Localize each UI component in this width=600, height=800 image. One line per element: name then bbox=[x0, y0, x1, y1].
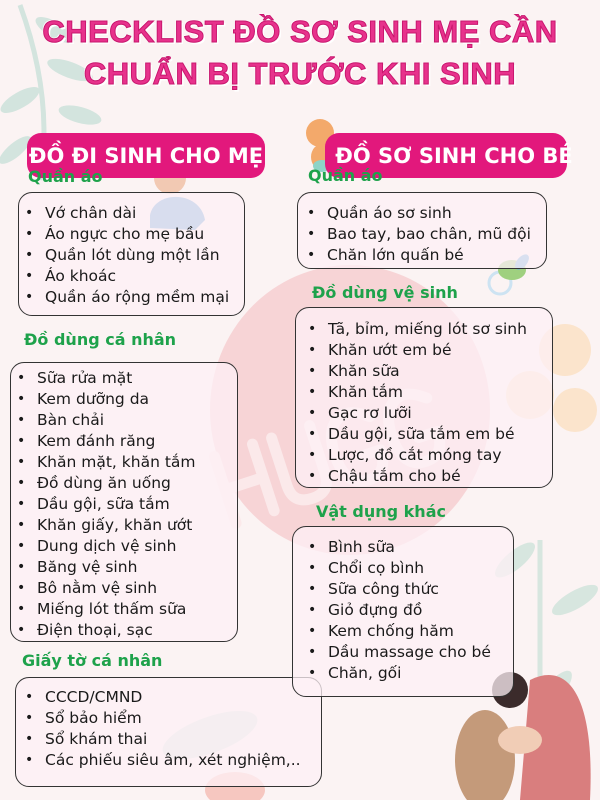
bullet-icon: • bbox=[25, 205, 34, 221]
bullet-icon: • bbox=[308, 405, 317, 421]
bullet-icon: • bbox=[25, 289, 34, 305]
list-item-text: Khăn giấy, khăn ướt bbox=[37, 516, 193, 534]
list-item-text: Tã, bỉm, miếng lót sơ sinh bbox=[328, 320, 527, 338]
bullet-icon: • bbox=[17, 370, 26, 386]
list-item bbox=[308, 579, 513, 600]
bullet-icon: • bbox=[17, 559, 26, 575]
list-item-text: Điện thoại, sạc bbox=[37, 621, 153, 639]
list-item-text: Băng vệ sinh bbox=[37, 558, 138, 576]
list-item-text: Quần áo rộng mềm mại bbox=[45, 288, 230, 306]
list-item-text: Khăn ướt em bé bbox=[328, 341, 452, 359]
list-item-text: Áo ngực cho mẹ bầu bbox=[45, 225, 205, 243]
list-item-text: Dầu gội, sữa tắm em bé bbox=[328, 425, 515, 443]
list-item-text: Khăn tắm bbox=[328, 383, 403, 401]
list-item bbox=[17, 557, 237, 578]
bullet-icon: • bbox=[17, 496, 26, 512]
list-item-text: Bình sữa bbox=[328, 538, 395, 556]
section-title-other-items: Vật dụng khác bbox=[316, 502, 446, 521]
list-item bbox=[308, 621, 513, 642]
list-item bbox=[17, 536, 237, 557]
section-title-baby-clothes: Quần áo bbox=[308, 166, 383, 185]
bullet-icon: • bbox=[308, 581, 317, 597]
list-item bbox=[25, 287, 244, 308]
bullet-icon: • bbox=[25, 689, 34, 705]
section-title-baby-hygiene: Đồ dùng vệ sinh bbox=[312, 283, 458, 302]
checklist bbox=[308, 537, 513, 684]
checklist bbox=[307, 203, 546, 266]
list-item-text: Dung dịch vệ sinh bbox=[37, 537, 177, 555]
list-item bbox=[25, 245, 244, 266]
list-item-text: Áo khoác bbox=[45, 267, 117, 285]
page-title-line-1: CHECKLIST ĐỒ SƠ SINH MẸ CẦN bbox=[42, 14, 558, 49]
bullet-icon: • bbox=[307, 247, 316, 263]
list-item-text: Vớ chân dài bbox=[45, 204, 137, 222]
list-item-text: Quần lót dùng một lần bbox=[45, 246, 220, 264]
list-item-text: Sổ khám thai bbox=[45, 730, 148, 748]
mom-header: ĐỒ ĐI SINH CHO MẸ bbox=[27, 133, 265, 178]
baby-hygiene-list bbox=[295, 307, 553, 488]
checklist bbox=[17, 368, 237, 641]
list-item bbox=[308, 600, 513, 621]
list-item-text: Bàn chải bbox=[37, 411, 105, 429]
bullet-icon: • bbox=[25, 268, 34, 284]
list-item-text: Sữa rửa mặt bbox=[37, 369, 133, 387]
page-title-line-2: CHUẨN BỊ TRƯỚC KHI SINH bbox=[83, 56, 517, 91]
checklist bbox=[25, 687, 321, 771]
list-item bbox=[17, 452, 237, 473]
bullet-icon: • bbox=[308, 539, 317, 555]
list-item-text: Khăn sữa bbox=[328, 362, 400, 380]
bullet-icon: • bbox=[308, 363, 317, 379]
list-item-text: Chăn, gối bbox=[328, 664, 402, 682]
list-item-text: Lược, đồ cắt móng tay bbox=[328, 446, 502, 464]
list-item-text: Sổ bảo hiểm bbox=[45, 709, 142, 727]
list-item bbox=[25, 266, 244, 287]
list-item-text: Khăn mặt, khăn tắm bbox=[37, 453, 196, 471]
bullet-icon: • bbox=[17, 517, 26, 533]
bullet-icon: • bbox=[308, 321, 317, 337]
list-item bbox=[308, 642, 513, 663]
list-item bbox=[17, 620, 237, 641]
bullet-icon: • bbox=[17, 475, 26, 491]
bullet-icon: • bbox=[17, 412, 26, 428]
list-item bbox=[308, 537, 513, 558]
list-item bbox=[17, 599, 237, 620]
bullet-icon: • bbox=[17, 454, 26, 470]
bullet-icon: • bbox=[308, 602, 317, 618]
list-item bbox=[308, 424, 552, 445]
bullet-icon: • bbox=[17, 538, 26, 554]
bullet-icon: • bbox=[308, 665, 317, 681]
list-item bbox=[308, 466, 552, 487]
other-items-list bbox=[292, 526, 514, 697]
list-item-text: Giỏ đựng đồ bbox=[328, 601, 423, 619]
list-item bbox=[307, 224, 546, 245]
baby-clothes-list bbox=[297, 192, 547, 269]
bullet-icon: • bbox=[308, 623, 317, 639]
list-item-text: Đồ dùng ăn uống bbox=[37, 474, 171, 492]
section-title-documents: Giấy tờ cá nhân bbox=[22, 651, 163, 670]
list-item-text: Kem chống hăm bbox=[328, 622, 454, 640]
list-item-text: Sữa công thức bbox=[328, 580, 439, 598]
list-item-text: CCCD/CMND bbox=[45, 688, 143, 706]
list-item bbox=[308, 558, 513, 579]
list-item-text: Quần áo sơ sinh bbox=[327, 204, 452, 222]
baby-header: ĐỒ SƠ SINH CHO BÉ bbox=[325, 133, 567, 178]
bullet-icon: • bbox=[17, 580, 26, 596]
list-item-text: Bô nằm vệ sinh bbox=[37, 579, 158, 597]
bullet-icon: • bbox=[307, 226, 316, 242]
bullet-icon: • bbox=[308, 447, 317, 463]
list-item bbox=[17, 389, 237, 410]
list-item bbox=[25, 687, 321, 708]
list-item bbox=[17, 515, 237, 536]
list-item-text: Các phiếu siêu âm, xét nghiệm,.. bbox=[45, 751, 301, 769]
list-item bbox=[25, 203, 244, 224]
list-item bbox=[308, 382, 552, 403]
list-item bbox=[25, 708, 321, 729]
checklist bbox=[25, 203, 244, 308]
bullet-icon: • bbox=[25, 710, 34, 726]
list-item-text: Chăn lớn quấn bé bbox=[327, 246, 464, 264]
mom-clothes-list bbox=[18, 192, 245, 316]
list-item-text: Bao tay, bao chân, mũ đội bbox=[327, 225, 531, 243]
mom-personal-list bbox=[10, 362, 238, 642]
section-title-mom-clothes: Quần áo bbox=[28, 167, 103, 186]
list-item-text: Kem dưỡng da bbox=[37, 390, 150, 408]
list-item-text: Dầu massage cho bé bbox=[328, 643, 491, 661]
bullet-icon: • bbox=[308, 384, 317, 400]
list-item-text: Chổi cọ bình bbox=[328, 559, 425, 577]
list-item bbox=[25, 729, 321, 750]
list-item bbox=[308, 361, 552, 382]
bullet-icon: • bbox=[17, 433, 26, 449]
checklist bbox=[308, 319, 552, 487]
bullet-icon: • bbox=[308, 644, 317, 660]
bullet-icon: • bbox=[25, 731, 34, 747]
list-item bbox=[17, 410, 237, 431]
list-item bbox=[308, 403, 552, 424]
list-item-text: Miếng lót thấm sữa bbox=[37, 600, 187, 618]
list-item bbox=[17, 368, 237, 389]
list-item-text: Kem đánh răng bbox=[37, 432, 156, 450]
documents-list bbox=[15, 677, 322, 787]
list-item bbox=[308, 340, 552, 361]
bullet-icon: • bbox=[308, 342, 317, 358]
list-item bbox=[307, 245, 546, 266]
list-item bbox=[25, 224, 244, 245]
list-item bbox=[17, 431, 237, 452]
list-item bbox=[25, 750, 321, 771]
bullet-icon: • bbox=[308, 560, 317, 576]
list-item-text: Dầu gội, sữa tắm bbox=[37, 495, 170, 513]
list-item bbox=[17, 578, 237, 599]
bullet-icon: • bbox=[307, 205, 316, 221]
list-item bbox=[307, 203, 546, 224]
section-title-mom-personal: Đồ dùng cá nhân bbox=[24, 330, 177, 349]
list-item bbox=[308, 663, 513, 684]
list-item-text: Gạc rơ lưỡi bbox=[328, 404, 412, 422]
bullet-icon: • bbox=[308, 468, 317, 484]
bullet-icon: • bbox=[25, 226, 34, 242]
list-item bbox=[17, 473, 237, 494]
bullet-icon: • bbox=[17, 601, 26, 617]
bullet-icon: • bbox=[17, 391, 26, 407]
list-item bbox=[308, 319, 552, 340]
bullet-icon: • bbox=[17, 622, 26, 638]
bullet-icon: • bbox=[308, 426, 317, 442]
list-item bbox=[308, 445, 552, 466]
list-item-text: Chậu tắm cho bé bbox=[328, 467, 461, 485]
list-item bbox=[17, 494, 237, 515]
bullet-icon: • bbox=[25, 752, 34, 768]
bullet-icon: • bbox=[25, 247, 34, 263]
